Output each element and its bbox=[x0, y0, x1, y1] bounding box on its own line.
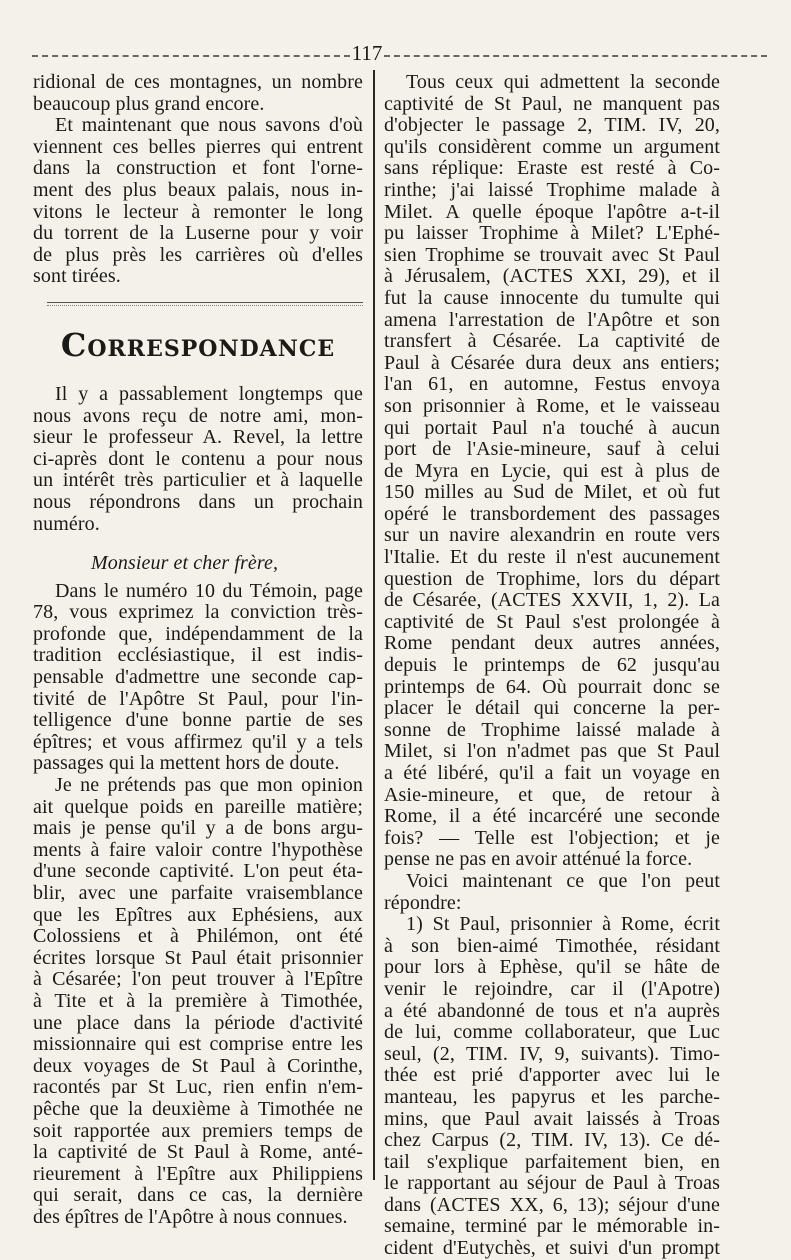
right-column bbox=[384, 72, 720, 1260]
text-line: à Tite et à la première à Timothée, bbox=[33, 989, 363, 1012]
left-column bbox=[33, 72, 363, 1229]
text-line: qu'ils considèrent comme un argument bbox=[384, 135, 720, 158]
text-line: printemps de 64. Où pourrait donc se bbox=[384, 675, 720, 698]
text-line: mins, que Paul avait laissés à Troas bbox=[384, 1107, 720, 1130]
text-line: a été libéré, qu'il a fait un voyage en bbox=[384, 762, 720, 784]
text-line: une place dans la période d'activité bbox=[33, 1011, 363, 1034]
text-line: 1) St Paul, prisonnier à Rome, écrit bbox=[406, 913, 720, 936]
text-line: soit rapportée aux premiers temps de bbox=[33, 1119, 363, 1142]
letter-body bbox=[33, 581, 363, 1229]
text-line: a été abandonné de tous et n'a auprès bbox=[384, 999, 720, 1022]
text-line: sur un navire alexandrin en route vers bbox=[384, 524, 720, 547]
text-line: deux voyages de St Paul à Corinthe, bbox=[33, 1054, 363, 1077]
text-line: Asie-mineure, et que, de retour à bbox=[384, 783, 720, 806]
text-line: pour lors à Ephèse, qu'il se hâte de bbox=[384, 956, 720, 979]
text-line: captivité de St Paul, ne manquent pas bbox=[384, 92, 720, 115]
column-divider bbox=[373, 70, 375, 1180]
text-line: sien Trophime se trouvait avec St Paul bbox=[384, 243, 720, 266]
text-line: question de Trophime, lors du départ bbox=[384, 567, 720, 590]
text-line: Milet, si l'on n'admet pas que St Paul bbox=[384, 740, 720, 763]
text-line: thée est prié d'apporter avec lui le bbox=[384, 1064, 720, 1087]
text-line: placer le détail qui concerne la per- bbox=[384, 697, 720, 720]
text-line: rinthe; j'ai laissé Trophime malade à bbox=[384, 178, 720, 201]
text-line: Et maintenant que nous savons d'où bbox=[55, 114, 363, 137]
text-line: chez Carpus (2, TIM. IV, 13). Ce dé- bbox=[384, 1129, 720, 1152]
text-line: pu laisser Trophime à Milet? L'Ephé- bbox=[384, 222, 720, 245]
text-line: ait quelque poids en pareille matière; bbox=[33, 795, 363, 818]
text-line: blir, avec une parfaite vraisemblance bbox=[33, 882, 363, 904]
text-line: la captivité de St Paul à Rome, anté- bbox=[33, 1141, 363, 1164]
text-line: semaine, terminé par le mémorable in- bbox=[384, 1215, 720, 1238]
text-line: amena l'arrestation de l'Apôtre et son bbox=[384, 308, 720, 331]
text-line: Paul à Césarée dura deux ans entiers; bbox=[384, 351, 720, 374]
text-line: écrites lorsque St Paul était prisonnier bbox=[33, 946, 363, 969]
header-rule-left bbox=[32, 55, 350, 57]
text-line: dans (ACTES XX, 6, 13); séjour d'une bbox=[384, 1193, 720, 1216]
text-line: numéro. bbox=[33, 512, 100, 535]
text-line: Rome, il a été incarcéré une seconde bbox=[384, 805, 720, 828]
text-line: profonde que, indépendamment de la bbox=[33, 622, 363, 645]
header-rule-right bbox=[384, 55, 767, 57]
text-line: manteau, les papyrus et les parche- bbox=[384, 1085, 720, 1108]
section-heading: Correspondance bbox=[60, 325, 336, 364]
text-line: port de l'Asie-mineure, sauf à celui bbox=[384, 438, 720, 461]
page-header bbox=[32, 40, 767, 70]
text-line: d'une seconde captivité. L'on peut éta- bbox=[33, 860, 363, 883]
text-line: tail s'explique parfaitement bien, en bbox=[384, 1150, 720, 1173]
text-line: fois? — Telle est l'objection; et je bbox=[384, 826, 720, 849]
text-line: Rome pendant deux autres années, bbox=[384, 632, 720, 655]
text-line: à Césarée; l'on peut trouver à l'Epître bbox=[33, 968, 363, 991]
text-line: depuis le printemps de 62 jusqu'au bbox=[384, 654, 720, 677]
text-line: nous avons reçu de notre ami, mon- bbox=[33, 404, 363, 427]
text-line: beaucoup plus grand encore. bbox=[33, 92, 265, 115]
text-line: ridional de ces montagnes, un nombre bbox=[33, 71, 363, 93]
text-line: sans réplique: Eraste est resté à Co- bbox=[384, 157, 720, 180]
text-line: rieurement à l'Epître aux Philippiens bbox=[33, 1162, 363, 1185]
text-line: transfert à Césarée. La captivité de bbox=[384, 330, 720, 353]
article-conclusion bbox=[33, 72, 363, 288]
text-line: qui portait Paul n'a touché à aucun bbox=[384, 416, 720, 439]
text-line: captivité de St Paul s'est prolongée à bbox=[384, 610, 720, 633]
text-line: à son bien-aimé Timothée, résidant bbox=[384, 934, 720, 957]
text-line: Milet. A quelle époque l'apôtre a-t-il bbox=[384, 200, 720, 223]
text-line: de Myra en Lycie, qui est à plus de bbox=[384, 459, 720, 482]
text-line: du torrent de la Luserne pour y voir bbox=[33, 222, 363, 245]
text-line: Tous ceux qui admettent la seconde bbox=[406, 71, 720, 93]
text-line: sont tirées. bbox=[33, 265, 121, 288]
text-line: ments à faire valoir contre l'hypothèse bbox=[33, 838, 363, 861]
text-line: sieur le professeur A. Revel, la lettre bbox=[33, 426, 363, 449]
text-line: des épîtres de l'Apôtre à nous connues. bbox=[33, 1205, 348, 1228]
text-line: épîtres; et vous affirmez qu'il y a tels bbox=[33, 730, 363, 753]
text-line: ci-après dont le contenu a pour nous bbox=[33, 447, 363, 470]
text-line: le rapportant au séjour de Paul à Troas bbox=[384, 1172, 720, 1195]
text-line: nous répondrons dans un prochain bbox=[33, 490, 363, 513]
text-line: cident d'Eutychès, et suivi d'un prompt bbox=[384, 1237, 720, 1260]
text-line: de plus près les carrières où d'elles bbox=[33, 243, 363, 266]
text-line: racontés par St Luc, rien enfin n'em- bbox=[33, 1076, 363, 1099]
text-line: pense ne pas en avoir atténué la force. bbox=[384, 848, 693, 871]
text-line: un intérêt très particulier et à laquelle bbox=[33, 469, 363, 492]
text-line: pensable d'admettre une seconde cap- bbox=[33, 666, 363, 689]
text-line: vitons le lecteur à remonter le long bbox=[33, 200, 363, 223]
text-line: Dans le numéro 10 du Témoin, page bbox=[55, 579, 363, 602]
text-line: Je ne prétends pas que mon opinion bbox=[55, 774, 363, 797]
text-line: Voici maintenant ce que l'on peut bbox=[406, 869, 720, 892]
text-line: son prisonnier à Rome, et le vaisseau bbox=[384, 394, 720, 417]
letter-salutation: Monsieur et cher frère, bbox=[91, 552, 279, 575]
text-line: qui serait, dans ce cas, la dernière bbox=[33, 1184, 363, 1207]
text-line: pêche que la deuxième à Timothée ne bbox=[33, 1097, 363, 1120]
text-line: venir le rejoindre, car il (l'Apotre) bbox=[384, 977, 720, 1000]
text-line: dans la construction et font l'orne- bbox=[33, 157, 363, 180]
text-line: viennent ces belles pierres qui entrent bbox=[33, 135, 363, 158]
text-line: missionnaire qui est comprise entre les bbox=[33, 1033, 363, 1056]
text-line: 150 milles au Sud de Milet, et où fut bbox=[384, 481, 720, 504]
text-line: sonne de Trophime laissé malade à bbox=[384, 718, 720, 741]
text-line: mais je pense qu'il y a de bons argu- bbox=[33, 817, 363, 840]
text-line: Il y a passablement longtemps que bbox=[55, 382, 363, 405]
text-line: ment des plus beaux palais, nous in- bbox=[33, 178, 363, 201]
section-separator bbox=[33, 294, 363, 312]
text-line: opéré le transbordement des passages bbox=[384, 502, 720, 525]
text-line: tivité de l'Apôtre St Paul, pour l'in- bbox=[33, 687, 363, 710]
text-line: que les Epîtres aux Ephésiens, aux bbox=[33, 903, 363, 926]
text-line: répondre: bbox=[384, 891, 462, 914]
text-line: de lui, comme collaborateur, que Luc bbox=[384, 1021, 720, 1044]
text-line: passages qui la mettent hors de doute. bbox=[33, 752, 340, 775]
letter-continuation bbox=[384, 72, 720, 1260]
text-line: l'an 61, en automne, Festus envoya bbox=[384, 373, 720, 396]
text-line: Colossiens et à Philémon, ont été bbox=[33, 925, 363, 948]
text-line: à Jérusalem, (ACTES XXI, 29), et il bbox=[384, 265, 720, 288]
text-line: 78, vous exprimez la conviction très- bbox=[33, 601, 363, 624]
text-line: fut la cause innocente du tumulte qui bbox=[384, 286, 720, 309]
text-line: de Césarée, (ACTES XXVII, 1, 2). La bbox=[384, 589, 720, 612]
text-line: d'objecter le passage 2, TIM. IV, 20, bbox=[384, 114, 720, 137]
text-line: tradition ecclésiastique, il est indis- bbox=[33, 644, 363, 667]
text-line: telligence d'une bonne partie de ses bbox=[33, 709, 363, 732]
text-line: l'Italie. Et du reste il n'est aucunement bbox=[384, 546, 720, 569]
text-line: seul, (2, TIM. IV, 9, suivants). Timo- bbox=[384, 1042, 720, 1065]
page-number: 117 bbox=[351, 41, 383, 65]
editorial-note bbox=[33, 384, 363, 535]
